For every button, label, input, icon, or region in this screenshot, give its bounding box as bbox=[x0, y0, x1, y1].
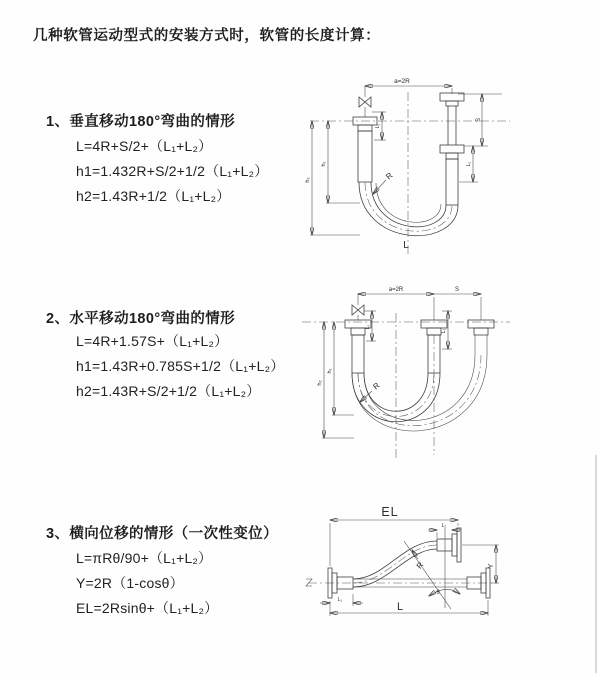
hose-u-bend-position-2 bbox=[352, 355, 487, 431]
upper-right-flange bbox=[437, 528, 461, 562]
dimension-a-2r bbox=[365, 78, 452, 94]
dimension-h2 bbox=[317, 322, 354, 438]
dim-label-s: S bbox=[454, 287, 460, 293]
section-3-formula-Y: Y=2R（1-cosθ） bbox=[76, 575, 184, 591]
braided-hose-section bbox=[352, 335, 364, 373]
dim-label-h1: h₁ bbox=[321, 161, 327, 167]
radius-callout bbox=[412, 550, 426, 570]
dimension-l1 bbox=[364, 311, 376, 341]
dimension-h2 bbox=[305, 121, 360, 235]
right-fitting-column bbox=[440, 93, 464, 205]
section-1-formula-h1: h1=1.432R+S/2+1/2（L₁+L₂） bbox=[76, 163, 269, 179]
dimension-a-2r bbox=[358, 287, 434, 294]
section-2-formula-h2: h2=1.43R+S/2+1/2（L₁+L₂） bbox=[76, 383, 261, 399]
hose-displaced-position bbox=[353, 541, 437, 587]
dimension-h1 bbox=[327, 322, 354, 415]
dimension-l2 bbox=[459, 146, 478, 182]
dimension-l1 bbox=[372, 112, 386, 140]
moved-fitting-phantom bbox=[468, 320, 494, 355]
dim-label-y: Y bbox=[488, 563, 495, 569]
scan-artifact-line bbox=[595, 455, 597, 673]
dimension-l2 bbox=[428, 523, 461, 538]
section-1-formula-L: L=4R+S/2+（L₁+L₂） bbox=[76, 138, 213, 154]
dim-label-l2: L₂ bbox=[441, 328, 447, 334]
dim-label-l2: L₂ bbox=[441, 523, 447, 529]
section-1-formula-h2: h2=1.43R+1/2（L₁+L₂） bbox=[76, 188, 231, 204]
valve-icon bbox=[352, 294, 364, 320]
dim-label-h2: h₂ bbox=[317, 380, 323, 386]
length-label: L bbox=[403, 240, 409, 251]
section-2-heading: 2、水平移动180°弯曲的情形 bbox=[46, 311, 236, 327]
diagram-horizontal-180-bend bbox=[296, 283, 596, 481]
break-mark bbox=[306, 579, 312, 586]
diagram-vertical-180-bend bbox=[302, 72, 598, 270]
dim-label-a2r: a=2R bbox=[388, 287, 404, 293]
dim-label-l1: L₁ bbox=[337, 597, 343, 603]
dimension-l bbox=[330, 600, 488, 616]
valve-icon bbox=[359, 86, 371, 117]
dimension-l2 bbox=[441, 311, 452, 349]
dim-label-el: EL bbox=[381, 505, 399, 519]
hose-u-bend bbox=[359, 182, 458, 236]
dim-label-l1: L₁ bbox=[365, 324, 371, 330]
braided-hose-section bbox=[358, 131, 372, 182]
braided-hose-section bbox=[446, 159, 458, 205]
radius-label: R bbox=[414, 560, 426, 571]
angle-label: θ bbox=[436, 590, 440, 596]
radius-callout bbox=[373, 171, 395, 194]
section-2-formula-L: L=4R+1.57S+（L₁+L₂） bbox=[76, 333, 229, 349]
section-1-heading: 1、垂直移动180°弯曲的情形 bbox=[46, 114, 236, 130]
dimension-h1 bbox=[321, 121, 360, 203]
section-3-formula-L: L=πRθ/90+（L₁+L₂） bbox=[76, 550, 213, 566]
dimension-el bbox=[330, 505, 458, 566]
section-2-formula-h1: h1=1.43R+0.785S+1/2（L₁+L₂） bbox=[76, 358, 285, 374]
dimension-s bbox=[434, 287, 481, 320]
radius-label: R bbox=[371, 380, 382, 392]
section-3-heading: 3、横向位移的情形（一次性变位） bbox=[46, 526, 278, 542]
section-3-formula-EL: EL=2Rsinθ+（L₁+L₂） bbox=[76, 600, 219, 616]
diagram-lateral-displacement bbox=[300, 490, 598, 660]
dimension-s bbox=[458, 94, 502, 146]
dim-label-a2r: a=2R bbox=[394, 78, 410, 85]
page-title: 几种软管运动型式的安装方式时，软管的长度计算： bbox=[33, 28, 381, 44]
left-fitting bbox=[353, 117, 377, 182]
dim-label-l2: L₂ bbox=[466, 161, 472, 167]
dimension-l1 bbox=[320, 594, 363, 606]
dim-label-l: L bbox=[396, 601, 404, 613]
dim-label-l1: L₁ bbox=[375, 123, 381, 129]
dim-label-h2: h₂ bbox=[305, 177, 311, 183]
dim-label-s: S bbox=[476, 117, 482, 123]
radius-label: R bbox=[384, 170, 395, 182]
dim-label-h1: h₁ bbox=[327, 368, 333, 374]
